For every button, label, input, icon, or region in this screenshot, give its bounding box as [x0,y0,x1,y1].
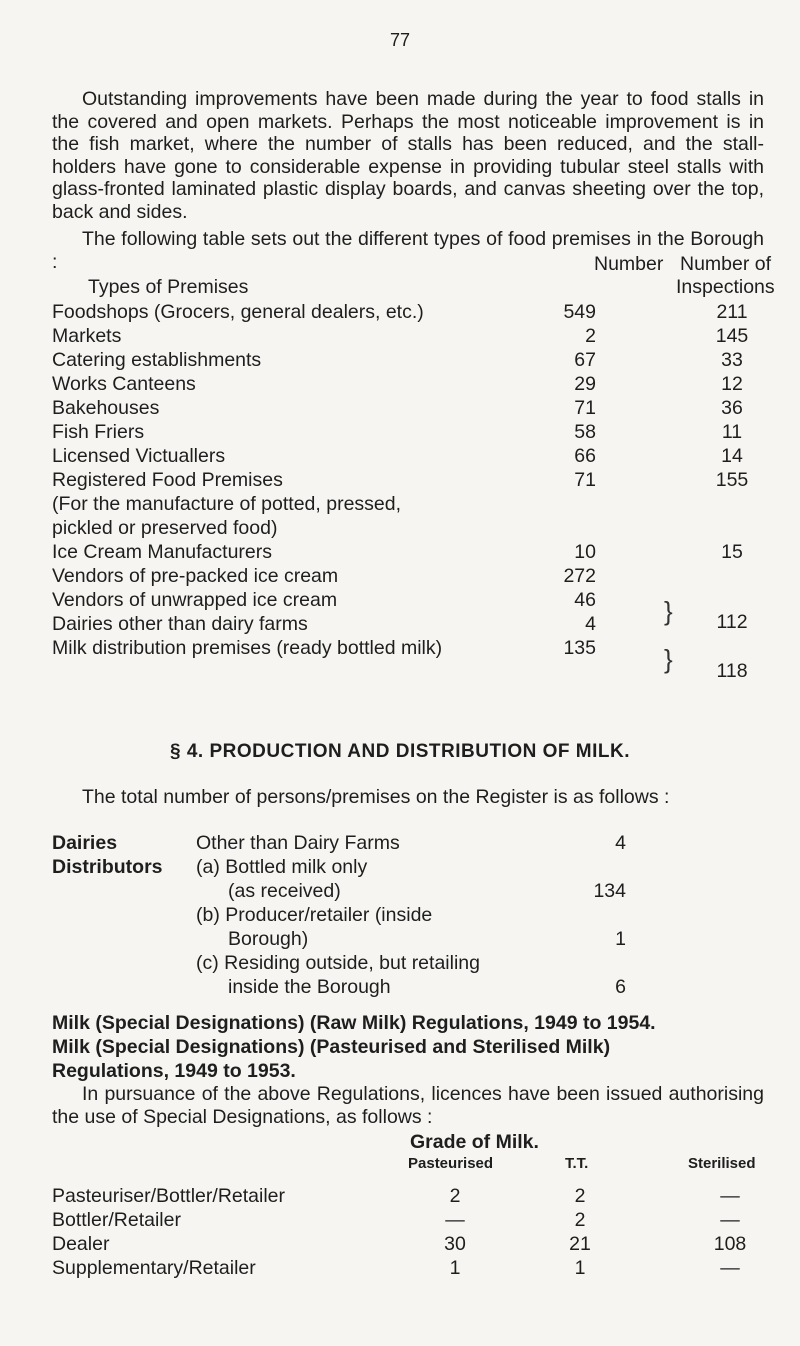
premises-number: 272 [563,565,596,587]
intro-paragraph: Outstanding improvements have been made during the year to food stalls in the covered and open markets. Perhaps the most noticeable improvement is in the fish market, where the number of stalls has been reduced, and the stall-holders have gone to considerable expense in providing tubular steel stalls with glass-fronted laminated plastic display boards, and canvas sheeting over the top, back and sides. [52,88,764,223]
premises-intro: The following table sets out the different types of food premises in the Borough : [52,228,764,273]
table-row [52,421,772,445]
table-row [52,517,772,541]
premises-number: 66 [574,445,596,467]
regulations-heading-2: Milk (Special Designations) (Pasteurised and Sterilised Milk) [52,1036,611,1058]
premises-type: Catering establishments [52,349,262,371]
distributors-a-line2: (as received) [228,880,341,902]
distributors-label: Distributors [52,856,163,878]
premises-number: 135 [563,637,596,659]
register-intro: The total number of persons/premises on the Register is as follows : [82,786,670,808]
premises-type: Milk distribution premises (ready bottled milk) [52,637,443,659]
page-number: 77 [389,30,411,50]
col-type-header: Types of Premises [88,276,249,298]
ice-cream-vendors-inspections: 112 [716,611,748,633]
distributors-c-line1: (c) Residing outside, but retailing [196,952,480,974]
grade-sterilised: — [720,1185,740,1207]
premises-type: Bakehouses [52,397,160,419]
premises-inspections: 11 [721,421,743,443]
grade-table-title: Grade of Milk. [410,1131,539,1153]
section-heading: § 4. PRODUCTION AND DISTRIBUTION OF MILK. [170,741,630,762]
table-row [52,301,772,325]
premises-inspections: 145 [715,325,749,347]
premises-number: 2 [585,325,596,347]
col-sterilised-header: Sterilised [688,1155,756,1172]
premises-inspections: 15 [721,541,743,563]
table-row [52,565,772,589]
premises-type: Registered Food Premises [52,469,283,491]
premises-number: 58 [574,421,596,443]
regulations-heading-3: Regulations, 1949 to 1953. [52,1060,296,1082]
table-row [52,469,772,493]
distributors-a-count: 134 [593,880,626,902]
premises-inspections: 12 [721,373,743,395]
premises-number: 71 [574,397,596,419]
grade-pasteurised: — [445,1209,465,1231]
grade-row-label: Dealer [52,1233,110,1255]
grade-pasteurised: 30 [444,1233,466,1255]
table-row [52,373,772,397]
grade-pasteurised: 2 [449,1185,461,1207]
grade-tt: 2 [574,1209,586,1231]
distributors-a-line1: (a) Bottled milk only [196,856,368,878]
premises-type: (For the manufacture of potted, pressed, [52,493,402,515]
premises-inspections: 211 [716,301,748,323]
premises-number: 67 [574,349,596,371]
col-tt-header: T.T. [565,1155,589,1172]
grade-row-label: Supplementary/Retailer [52,1257,256,1279]
distributors-b-count: 1 [615,928,626,950]
table-row [52,445,772,469]
premises-type: Ice Cream Manufacturers [52,541,272,563]
premises-number: 71 [574,469,596,491]
table-row [52,349,772,373]
premises-type: pickled or preserved food) [52,517,278,539]
premises-type: Foodshops (Grocers, general dealers, etc.) [52,301,424,323]
grade-row-label: Pasteuriser/Bottler/Retailer [52,1185,286,1207]
premises-number: 29 [574,373,596,395]
table-row [52,325,772,349]
premises-number: 46 [574,589,596,611]
table-row [52,541,772,565]
grade-sterilised: — [720,1257,740,1279]
premises-inspections: 14 [721,445,743,467]
col-inspections-header-1: Number of [680,253,772,275]
brace-icon: } [664,644,673,674]
distributors-c-count: 6 [615,976,626,998]
col-pasteurised-header: Pasteurised [408,1155,494,1172]
distributors-c-line2: inside the Borough [228,976,391,998]
premises-type: Licensed Victuallers [52,445,226,467]
premises-type: Markets [52,325,122,347]
table-row [52,493,772,517]
premises-number: 4 [585,613,596,635]
brace-icon: } [664,596,673,626]
licences-paragraph: In pursuance of the above Regulations, licences have been issued authorising the use of Special Designations, as follows : [52,1083,764,1128]
distributors-b-line2: Borough) [228,928,309,950]
distributors-b-line1: (b) Producer/retailer (inside [196,904,433,926]
col-inspections-header-2: Inspections [676,276,775,298]
grade-sterilised: 108 [713,1233,747,1255]
grade-sterilised: — [720,1209,740,1231]
premises-number: 549 [563,301,596,323]
grade-pasteurised: 1 [449,1257,461,1279]
regulations-heading-1: Milk (Special Designations) (Raw Milk) Regulations, 1949 to 1954. [52,1012,656,1034]
premises-inspections: 155 [715,469,749,491]
premises-inspections: 33 [721,349,743,371]
dairies-count: 4 [615,832,626,854]
dairies-label: Dairies [52,832,118,854]
grade-row-label: Bottler/Retailer [52,1209,181,1231]
premises-type: Vendors of unwrapped ice cream [52,589,338,611]
grade-tt: 2 [574,1185,586,1207]
premises-type: Works Canteens [52,373,196,395]
premises-type: Dairies other than dairy farms [52,613,308,635]
milk-inspections: 118 [716,660,748,682]
premises-type: Fish Friers [52,421,145,443]
premises-inspections: 36 [721,397,743,419]
dairies-desc: Other than Dairy Farms [196,832,400,854]
premises-number: 10 [574,541,596,563]
table-row [52,397,772,421]
grade-tt: 21 [569,1233,591,1255]
col-number-header: Number [594,253,664,275]
premises-type: Vendors of pre-packed ice cream [52,565,339,587]
grade-tt: 1 [574,1257,586,1279]
